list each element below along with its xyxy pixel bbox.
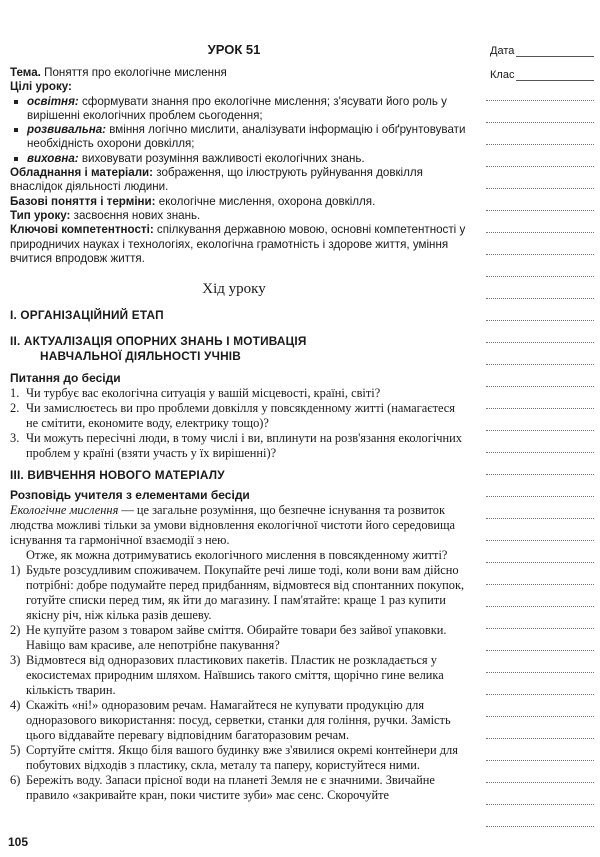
goal-developmental: розвивальна: вміння логічно мислити, аналізувати інформацію і обґрунтовувати необхідність охорони довкілля; — [10, 123, 468, 152]
note-rule — [486, 782, 594, 783]
note-rule — [486, 210, 594, 211]
note-rule — [486, 518, 594, 519]
question-item: 1. Чи турбує вас екологічна ситуація у вашій місцевості, країні, світі? — [10, 386, 381, 400]
note-rule — [486, 298, 594, 299]
note-rule — [486, 760, 594, 761]
story-heading: Розповідь учителя з елементами бесіди — [10, 488, 250, 502]
note-rule — [486, 584, 594, 585]
tip-item: 3) Відмовтеся від одноразових пластикових пакетів. Пластик не розкладається у екосистемах природним шляхом. Наївшись такого сміття, щорічно гине велика кількість тварин. — [10, 653, 444, 697]
goals-label: Цілі уроку: — [10, 80, 72, 94]
equipment-line: Обладнання і матеріали: зображення, що ілюструють руйнування довкілля внаслідок діяльності людини. — [10, 166, 423, 194]
section-actualization-1: ІІ. АКТУАЛІЗАЦІЯ ОПОРНИХ ЗНАНЬ І МОТИВАЦІЯ — [10, 334, 307, 348]
note-rule — [486, 738, 594, 739]
tip-item: 4) Скажіть «ні!» одноразовим речам. Намагайтеся не купувати продукцію для одноразового використання: посуд, серветки, станки для гоління, ручки. Замість цього віддавайте перевагу відповідним багаторазовим речам. — [10, 698, 451, 742]
date-line — [516, 56, 594, 57]
note-rule — [486, 122, 594, 123]
topic-label: Тема. — [10, 66, 41, 79]
topic-value: Поняття про екологічне мислення — [44, 66, 227, 79]
question-paragraph: Отже, як можна дотримуватись екологічного мислення в повсякденному житті? — [26, 548, 448, 562]
tip-item: 2) Не купуйте разом з товаром зайве сміття. Обирайте товари без зайвої упаковки. Навіщо вам красиве, але непотрібне пакування? — [10, 623, 447, 652]
lesson-title: УРОК 51 — [207, 42, 261, 57]
note-rule — [486, 540, 594, 541]
terms-line: Базові поняття і терміни: екологічне мислення, охорона довкілля. — [10, 194, 376, 208]
type-line: Тип уроку: засвоєння нових знань. — [10, 208, 201, 222]
note-rule — [486, 694, 594, 695]
question-item: 2. Чи замислюєтесь ви про проблеми довкілля у повсякденному житті (намагаєтеся не смітити, економите воду, електрику тощо)? — [10, 401, 455, 430]
date-label: Дата — [490, 45, 515, 57]
note-rule — [486, 474, 594, 475]
note-rule — [486, 342, 594, 343]
note-rule — [486, 188, 594, 189]
note-rule — [486, 386, 594, 387]
class-line — [516, 80, 594, 81]
section-new-material: ІІІ. ВИВЧЕННЯ НОВОГО МАТЕРІАЛУ — [10, 468, 225, 482]
notes-margin — [476, 0, 600, 857]
note-rule — [486, 826, 594, 827]
note-rule — [486, 452, 594, 453]
class-label: Клас — [490, 69, 515, 81]
note-rule — [486, 716, 594, 717]
competences-line: Ключові компетентності: спілкування державною мовою, основні компетентності у природничих науках і технологіях, екологічна грамотність і здорове життя, уміння вчитися впродовж життя. — [10, 223, 466, 265]
note-rule — [486, 364, 594, 365]
lesson-meta — [10, 66, 468, 266]
tip-item: 1) Будьте розсудливим споживачем. Покупайте речі лише тоді, коли вони вам дійсно потрібні: добре подумайте перед придбанням, відмовтеся від спонтанних покупок, готуйте списки перед тим, як йти до магазину. І пам'ятайте: краще 1 раз купити якісну річ, ніж кілька разів дешеву. — [10, 563, 465, 622]
note-rule — [486, 430, 594, 431]
tip-item: 6) Бережіть воду. Запаси прісної води на планеті Земля не є значними. Звичайне правило «закривайте кран, поки чистите зуби» має сенс. Скорочуйте — [10, 773, 435, 802]
definition-paragraph: Екологічне мислення — це загальне розуміння, що безпечне існування та розвиток людства можливі тільки за умови відновлення екологічної чистоти його середовища існування та гармонічної взаємодії з нею. — [10, 503, 456, 547]
note-rule — [486, 166, 594, 167]
question-item: 3. Чи можуть пересічні люди, в тому числі і ви, вплинути на розв'язання екологічних проблем у країні (взяти участь у їх вирішенні)? — [10, 431, 462, 460]
lesson-body — [10, 308, 466, 803]
goal-upbringing: виховна: виховувати розуміння важливості екологічних знань. — [10, 152, 468, 166]
questions-heading: Питання до бесіди — [10, 371, 121, 385]
note-rule — [486, 628, 594, 629]
tip-item: 5) Сортуйте сміття. Якщо біля вашого будинку вже з'явилися окремі контейнери для побутових відходів з пластику, скла, металу та паперу, користуйтеся ними. — [10, 743, 458, 772]
note-rule — [486, 232, 594, 233]
page-number: 105 — [8, 835, 29, 849]
note-rule — [486, 408, 594, 409]
course-heading: Хід уроку — [202, 281, 266, 297]
note-rule — [486, 606, 594, 607]
note-rule — [486, 562, 594, 563]
section-organizational: І. ОРГАНІЗАЦІЙНИЙ ЕТАП — [10, 308, 164, 322]
note-rule — [486, 496, 594, 497]
note-rule — [486, 320, 594, 321]
note-rule — [486, 804, 594, 805]
note-rule — [486, 276, 594, 277]
note-rule — [486, 672, 594, 673]
section-actualization-2: НАВЧАЛЬНОЇ ДІЯЛЬНОСТІ УЧНІВ — [40, 349, 241, 363]
topic-line — [10, 66, 468, 80]
goal-educational: освітня: сформувати знання про екологічне мислення; з'ясувати його роль у вирішенні екологічних проблем сьогодення; — [10, 95, 468, 124]
note-rule — [486, 254, 594, 255]
note-rule — [486, 650, 594, 651]
note-rule — [486, 144, 594, 145]
note-rule — [486, 100, 594, 101]
